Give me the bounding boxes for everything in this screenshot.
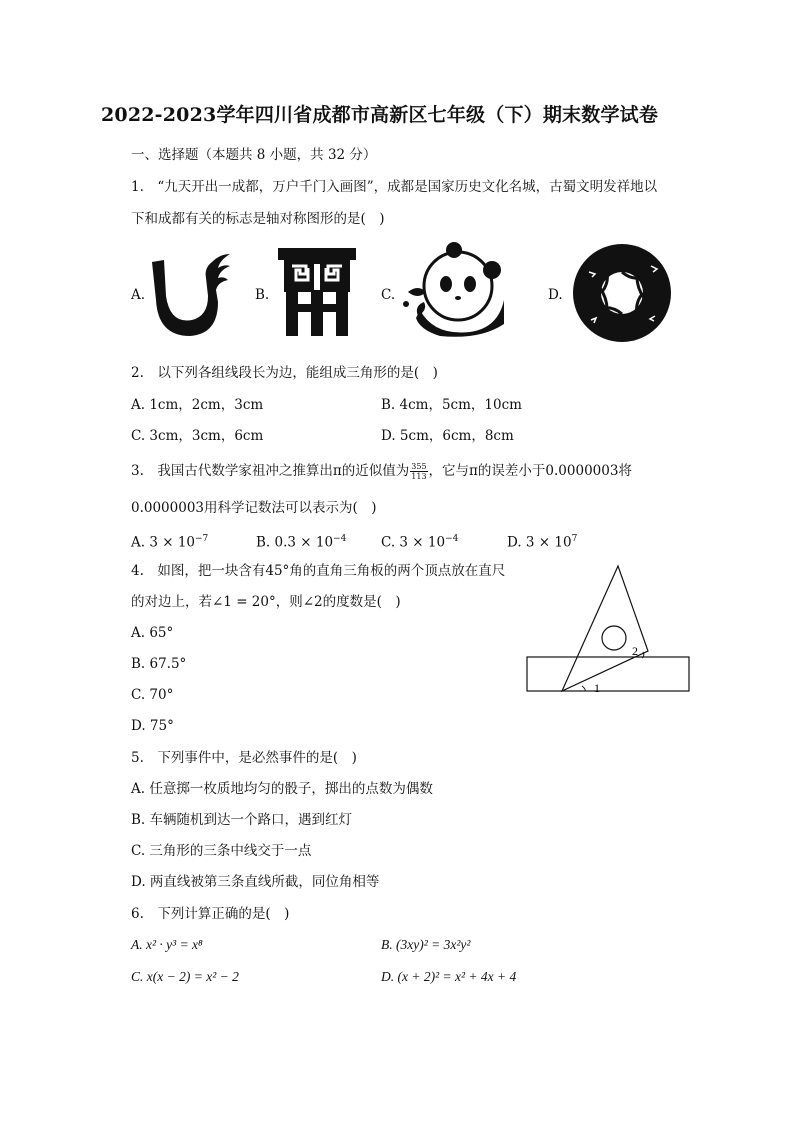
- question-2-stem: 2. 以下列各组线段长为边，能组成三角形的是( ): [131, 365, 438, 381]
- option-a-exponent: −7: [195, 534, 209, 544]
- question-4-option-b: B. 67.5°: [131, 656, 187, 672]
- page-title: 2022-2023学年四川省成都市高新区七年级（下）期末数学试卷: [101, 104, 659, 126]
- question-3-line2: 0.0000003用科学记数法可以表示为( ): [131, 500, 377, 516]
- option-a-label: A.: [131, 287, 146, 303]
- option-b-label: B.: [255, 287, 270, 303]
- option-a-text: A. 3 × 10: [131, 534, 195, 551]
- question-4-line2: 的对边上，若∠1 = 20°，则∠2的度数是( ): [131, 594, 401, 610]
- question-3-option-d: [507, 530, 577, 552]
- question-2-option-b: B. 4cm，5cm，10cm: [381, 397, 522, 413]
- logo-d-sunbird-ring-icon: [571, 242, 673, 344]
- question-3-stem-b: ，它与π的误差小于0.0000003将: [428, 463, 632, 479]
- question-4-option-a: A. 65°: [131, 625, 174, 641]
- option-d-text: D. 3 × 10: [507, 534, 572, 551]
- fraction-denominator: 113: [411, 472, 427, 481]
- option-d-label: D.: [548, 287, 563, 303]
- question-1-line1: 1. “九天开出一成都，万户千门入画图”，成都是国家历史文化名城，古蜀文明发祥地以: [131, 179, 658, 195]
- question-4-option-d: D. 75°: [131, 718, 174, 734]
- question-6-option-d: D. (x + 2)² = x² + 4x + 4: [381, 969, 517, 984]
- option-d-exponent: 7: [571, 534, 578, 544]
- question-2-option-c: C. 3cm，3cm，6cm: [131, 428, 264, 444]
- logo-b-vessel-icon: [276, 246, 358, 338]
- question-6-option-c: C. x(x − 2) = x² − 2: [131, 969, 239, 984]
- question-5-stem: 5. 下列事件中，是必然事件的是( ): [131, 750, 357, 766]
- question-5-option-d: D. 两直线被第三条直线所截，同位角相等: [131, 874, 380, 890]
- question-1-line2: 下和成都有关的标志是轴对称图形的是( ): [131, 211, 385, 227]
- question-4-option-c: C. 70°: [131, 687, 174, 703]
- question-5-option-c: C. 三角形的三条中线交于一点: [131, 843, 312, 859]
- option-c-exponent: −4: [445, 534, 459, 544]
- question-3-option-c: [381, 530, 458, 552]
- option-b-text: B. 0.3 × 10: [256, 534, 334, 551]
- pi-fraction: [410, 462, 427, 481]
- option-c-text: C. 3 × 10: [381, 534, 446, 551]
- question-2-option-a: A. 1cm，2cm，3cm: [131, 397, 264, 413]
- logo-c-panda-icon: [400, 240, 510, 340]
- section-heading: 一、选择题（本题共 8 小题，共 32 分）: [131, 147, 377, 163]
- fraction-numerator: 355: [411, 462, 427, 471]
- question-3-line1: [131, 462, 632, 481]
- option-c-label: C.: [381, 287, 396, 303]
- option-b-exponent: −4: [333, 534, 347, 544]
- question-6-stem: 6. 下列计算正确的是( ): [131, 906, 290, 922]
- angle-1-label: 1: [594, 681, 600, 695]
- question-4-line1: 4. 如图，把一块含有45°角的直角三角板的两个顶点放在直尺: [131, 563, 506, 579]
- question-2-option-d: D. 5cm，6cm，8cm: [381, 428, 514, 444]
- angle-2-label: 2: [632, 644, 638, 658]
- question-6-option-a: A. x² · y³ = x⁸: [131, 937, 203, 952]
- question-5-option-a: A. 任意掷一枚质地均匀的骰子，掷出的点数为偶数: [131, 781, 433, 797]
- question-3-option-a: [131, 530, 208, 552]
- question-5-option-b: B. 车辆随机到达一个路口，遇到红灯: [131, 812, 353, 828]
- logo-a-u-shape-icon: [148, 250, 232, 340]
- ruler-triangle-figure: [520, 560, 696, 700]
- question-3-option-b: [256, 530, 346, 552]
- question-3-stem-a: 3. 我国古代数学家祖冲之推算出π的近似值为: [131, 463, 410, 479]
- question-6-option-b: B. (3xy)² = 3x²y²: [381, 937, 471, 952]
